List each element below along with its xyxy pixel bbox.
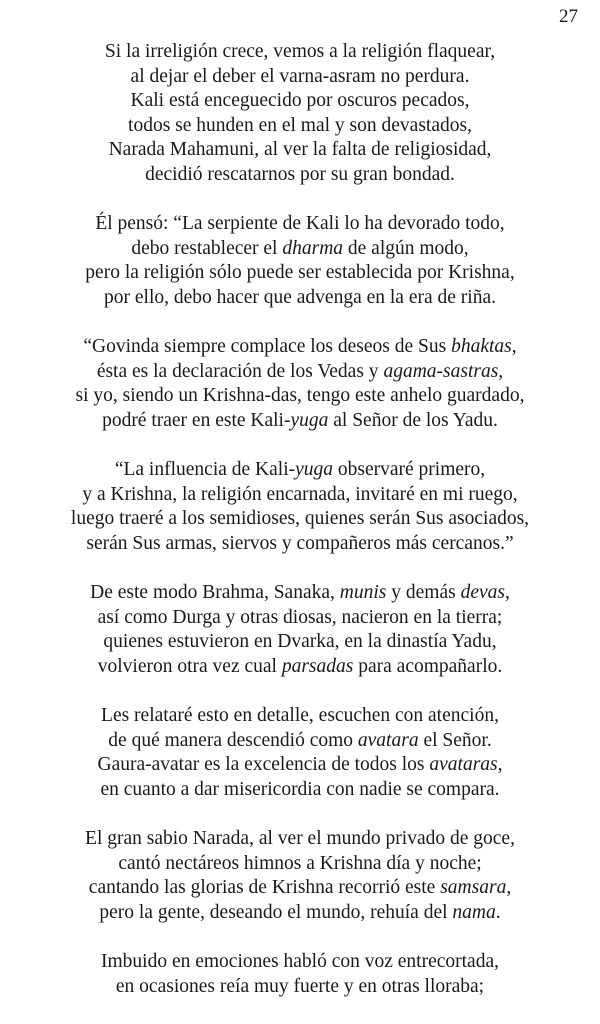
verse-text: quienes estuvieron en Dvarka, en la dinastía Yadu, <box>103 631 497 653</box>
verse-line <box>0 827 600 852</box>
stanza <box>0 458 600 556</box>
verse-line <box>0 237 600 262</box>
verse-line <box>0 950 600 975</box>
verse-text: y a Krishna, la religión encarnada, invitaré en mi ruego, <box>82 483 518 505</box>
verse-line <box>0 40 600 65</box>
verse-text: Imbuido en emociones habló con voz entrecortada, <box>101 950 499 972</box>
verse-text: , <box>511 336 517 358</box>
poem-body <box>0 40 600 1024</box>
verse-text: al dejar el deber el varna-asram no perdura. <box>130 65 470 87</box>
verse-line <box>0 704 600 729</box>
verse-text: si yo, siendo un Krishna-das, tengo este anhelo guardado, <box>75 385 525 407</box>
verse-line <box>0 138 600 163</box>
verse-text: , <box>506 877 512 899</box>
verse-text: de qué manera descendió como <box>108 729 358 751</box>
verse-text: para acompañarlo. <box>353 655 503 677</box>
verse-line <box>0 581 600 606</box>
verse-line <box>0 975 600 1000</box>
italic-term: samsara <box>440 877 507 899</box>
verse-text: cantando las glorias de Krishna recorrió este <box>88 877 441 899</box>
verse-text: debo restablecer el <box>131 237 283 259</box>
verse-line <box>0 212 600 237</box>
stanza <box>0 827 600 925</box>
italic-term: yuga <box>290 409 329 431</box>
verse-text: ésta es la declaración de los Vedas y <box>96 360 384 382</box>
verse-line <box>0 655 600 680</box>
verse-text: El gran sabio Narada, al ver el mundo privado de goce, <box>85 828 515 849</box>
stanza <box>0 212 600 310</box>
verse-line <box>0 163 600 188</box>
verse-text: observaré primero, <box>333 459 486 481</box>
italic-term: avatara <box>357 729 419 751</box>
verse-line <box>0 852 600 877</box>
verse-text: Narada Mahamuni, al ver la falta de religiosidad, <box>108 139 492 161</box>
verse-text: Él pensó: “La serpiente de Kali lo ha devorado todo, <box>95 213 505 235</box>
italic-term: avataras <box>429 754 498 776</box>
verse-line <box>0 507 600 532</box>
verse-line <box>0 630 600 655</box>
verse-line <box>0 360 600 385</box>
verse-line <box>0 89 600 114</box>
stanza <box>0 335 600 433</box>
verse-text: “Govinda siempre complace los deseos de Sus <box>83 336 452 358</box>
verse-text: , <box>497 754 503 776</box>
verse-text: , <box>498 360 504 382</box>
verse-line <box>0 753 600 778</box>
verse-text: , <box>504 582 510 604</box>
italic-term: devas <box>460 582 505 604</box>
verse-line <box>0 876 600 901</box>
verse-line <box>0 729 600 754</box>
verse-line <box>0 778 600 803</box>
verse-line <box>0 384 600 409</box>
page-number: 27 <box>559 6 578 27</box>
verse-text: podré traer en este Kali- <box>102 409 291 431</box>
verse-line <box>0 65 600 90</box>
verse-line <box>0 409 600 434</box>
verse-text: y demás <box>386 582 461 604</box>
stanza <box>0 40 600 188</box>
verse-text: “La influencia de Kali- <box>114 459 296 481</box>
verse-text: De este modo Brahma, Sanaka, <box>90 582 340 604</box>
stanza <box>0 704 600 802</box>
verse-line <box>0 483 600 508</box>
verse-text: en ocasiones reía muy fuerte y en otras lloraba; <box>115 975 485 997</box>
verse-text: de algún modo, <box>343 237 469 259</box>
verse-line <box>0 286 600 311</box>
verse-text: decidió rescatarnos por su gran bondad. <box>145 163 455 185</box>
verse-line <box>0 335 600 360</box>
italic-term: parsadas <box>281 655 354 677</box>
verse-text: serán Sus armas, siervos y compañeros más cercanos.” <box>86 532 514 554</box>
italic-term: nama <box>452 901 496 923</box>
verse-line <box>0 606 600 631</box>
italic-term: yuga <box>295 459 334 481</box>
italic-term: dharma <box>282 237 344 259</box>
verse-text: pero la religión sólo puede ser establecida por Krishna, <box>85 262 515 284</box>
verse-text: el Señor. <box>418 729 492 751</box>
italic-term: agama-sastras <box>383 360 499 382</box>
verse-text: así como Durga y otras diosas, nacieron en la tierra; <box>97 606 503 628</box>
verse-text: Si la irreligión crece, vemos a la religión flaquear, <box>104 41 496 62</box>
verse-line <box>0 261 600 286</box>
verse-text: luego traeré a los semidioses, quienes serán Sus asociados, <box>70 508 530 530</box>
verse-text: Kali está enceguecido por oscuros pecados, <box>130 90 470 112</box>
verse-text: volvieron otra vez cual <box>97 655 282 677</box>
stanza <box>0 950 600 999</box>
verse-text: Gaura-avatar es la excelencia de todos los <box>97 754 430 776</box>
verse-text: . <box>495 901 501 923</box>
verse-text: todos se hunden en el mal y son devastados, <box>128 114 472 136</box>
verse-text: al Señor de los Yadu. <box>328 409 498 431</box>
italic-term: bhaktas <box>451 336 512 358</box>
stanza <box>0 581 600 679</box>
verse-line <box>0 458 600 483</box>
verse-text: cantó nectáreos himnos a Krishna día y noche; <box>118 852 482 874</box>
verse-text: en cuanto a dar misericordia con nadie se compara. <box>100 778 500 800</box>
italic-term: munis <box>339 582 387 604</box>
verse-text: por ello, debo hacer que advenga en la era de riña. <box>104 286 496 308</box>
verse-line <box>0 532 600 557</box>
verse-text: Les relataré esto en detalle, escuchen con atención, <box>101 705 499 727</box>
verse-line <box>0 901 600 926</box>
verse-line <box>0 114 600 139</box>
verse-text: pero la gente, deseando el mundo, rehuía del <box>99 901 453 923</box>
